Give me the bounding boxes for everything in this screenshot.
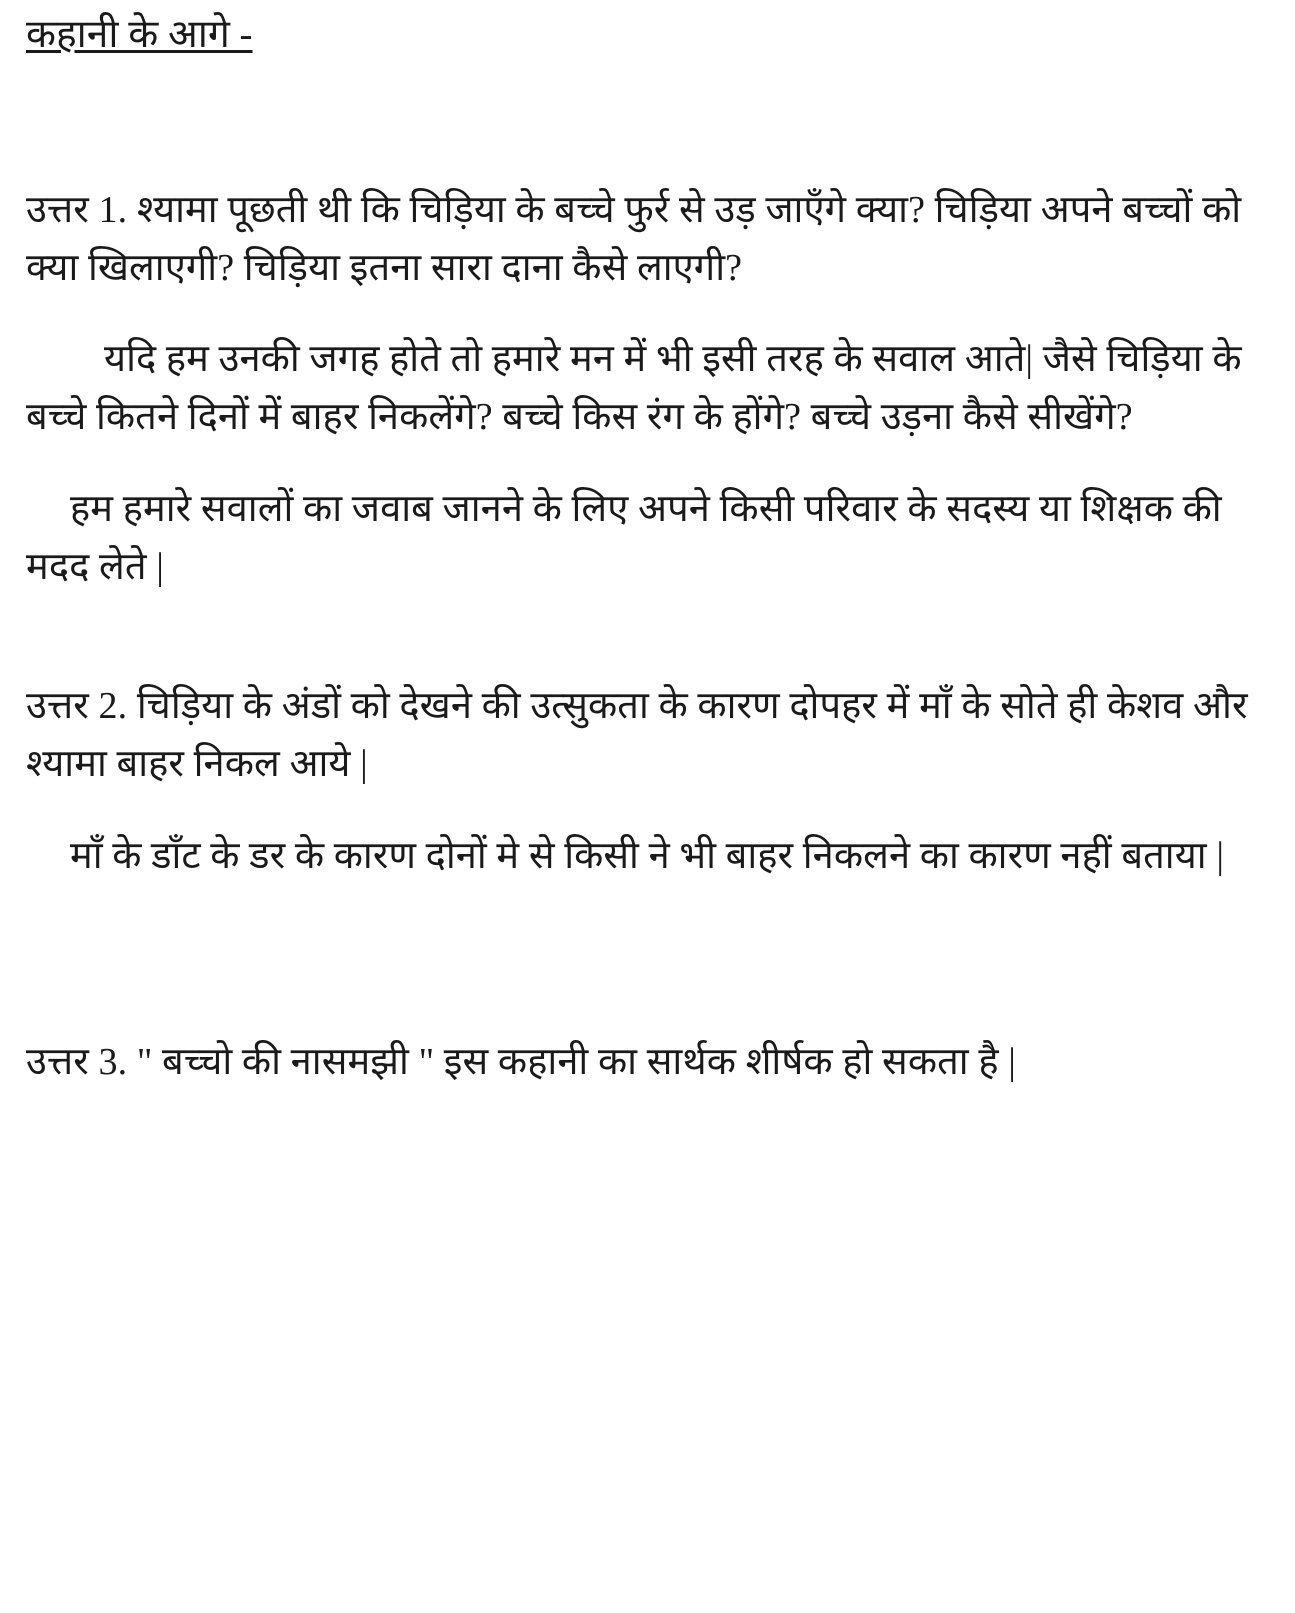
spacer xyxy=(26,960,1269,1034)
answer-3-block xyxy=(26,1034,1269,1092)
spacer xyxy=(26,447,1269,481)
answer-3-paragraph-1: उत्तर 3. " बच्चो की नासमझी " इस कहानी का सार्थक शीर्षक हो सकता है | xyxy=(26,1040,1016,1083)
answer-1-block xyxy=(26,182,1269,597)
answer-1-paragraph-2: यदि हम उनकी जगह होते तो हमारे मन में भी इसी तरह के सवाल आते| जैसे चिड़िया के बच्चे कितने दिनों में बाहर निकलेंगे? बच्चे किस रंग के होंगे? बच्चे उड़ना कैसे सीखेंगे? xyxy=(26,338,1242,439)
spacer xyxy=(26,297,1269,331)
spacer xyxy=(26,886,1269,960)
answer-2-block xyxy=(26,678,1269,885)
answer-2-paragraph-2: माँ के डाँट के डर के कारण दोनों मे से किसी ने भी बाहर निकलने का कारण नहीं बताया | xyxy=(70,834,1225,877)
spacer xyxy=(26,596,1269,678)
page-title: कहानी के आगे - xyxy=(26,13,253,56)
spacer xyxy=(26,794,1269,828)
answer-1-paragraph-1: उत्तर 1. श्यामा पूछती थी कि चिड़िया के बच्चे फुर्र से उड़ जाएँगे क्या? चिड़िया अपने बच्चों को क्या खिलाएगी? चिड़िया इतना सारा दाना कैसे लाएगी? xyxy=(26,188,1242,289)
spacer xyxy=(26,66,1269,182)
answer-2-paragraph-1: उत्तर 2. चिड़िया के अंडों को देखने की उत्सुकता के कारण दोपहर में माँ के सोते ही केशव और श्यामा बाहर निकल आये | xyxy=(26,685,1248,786)
answer-1-paragraph-3: हम हमारे सवालों का जवाब जानने के लिए अपने किसी परिवार के सदस्य या शिक्षक की मदद लेते | xyxy=(26,487,1222,588)
